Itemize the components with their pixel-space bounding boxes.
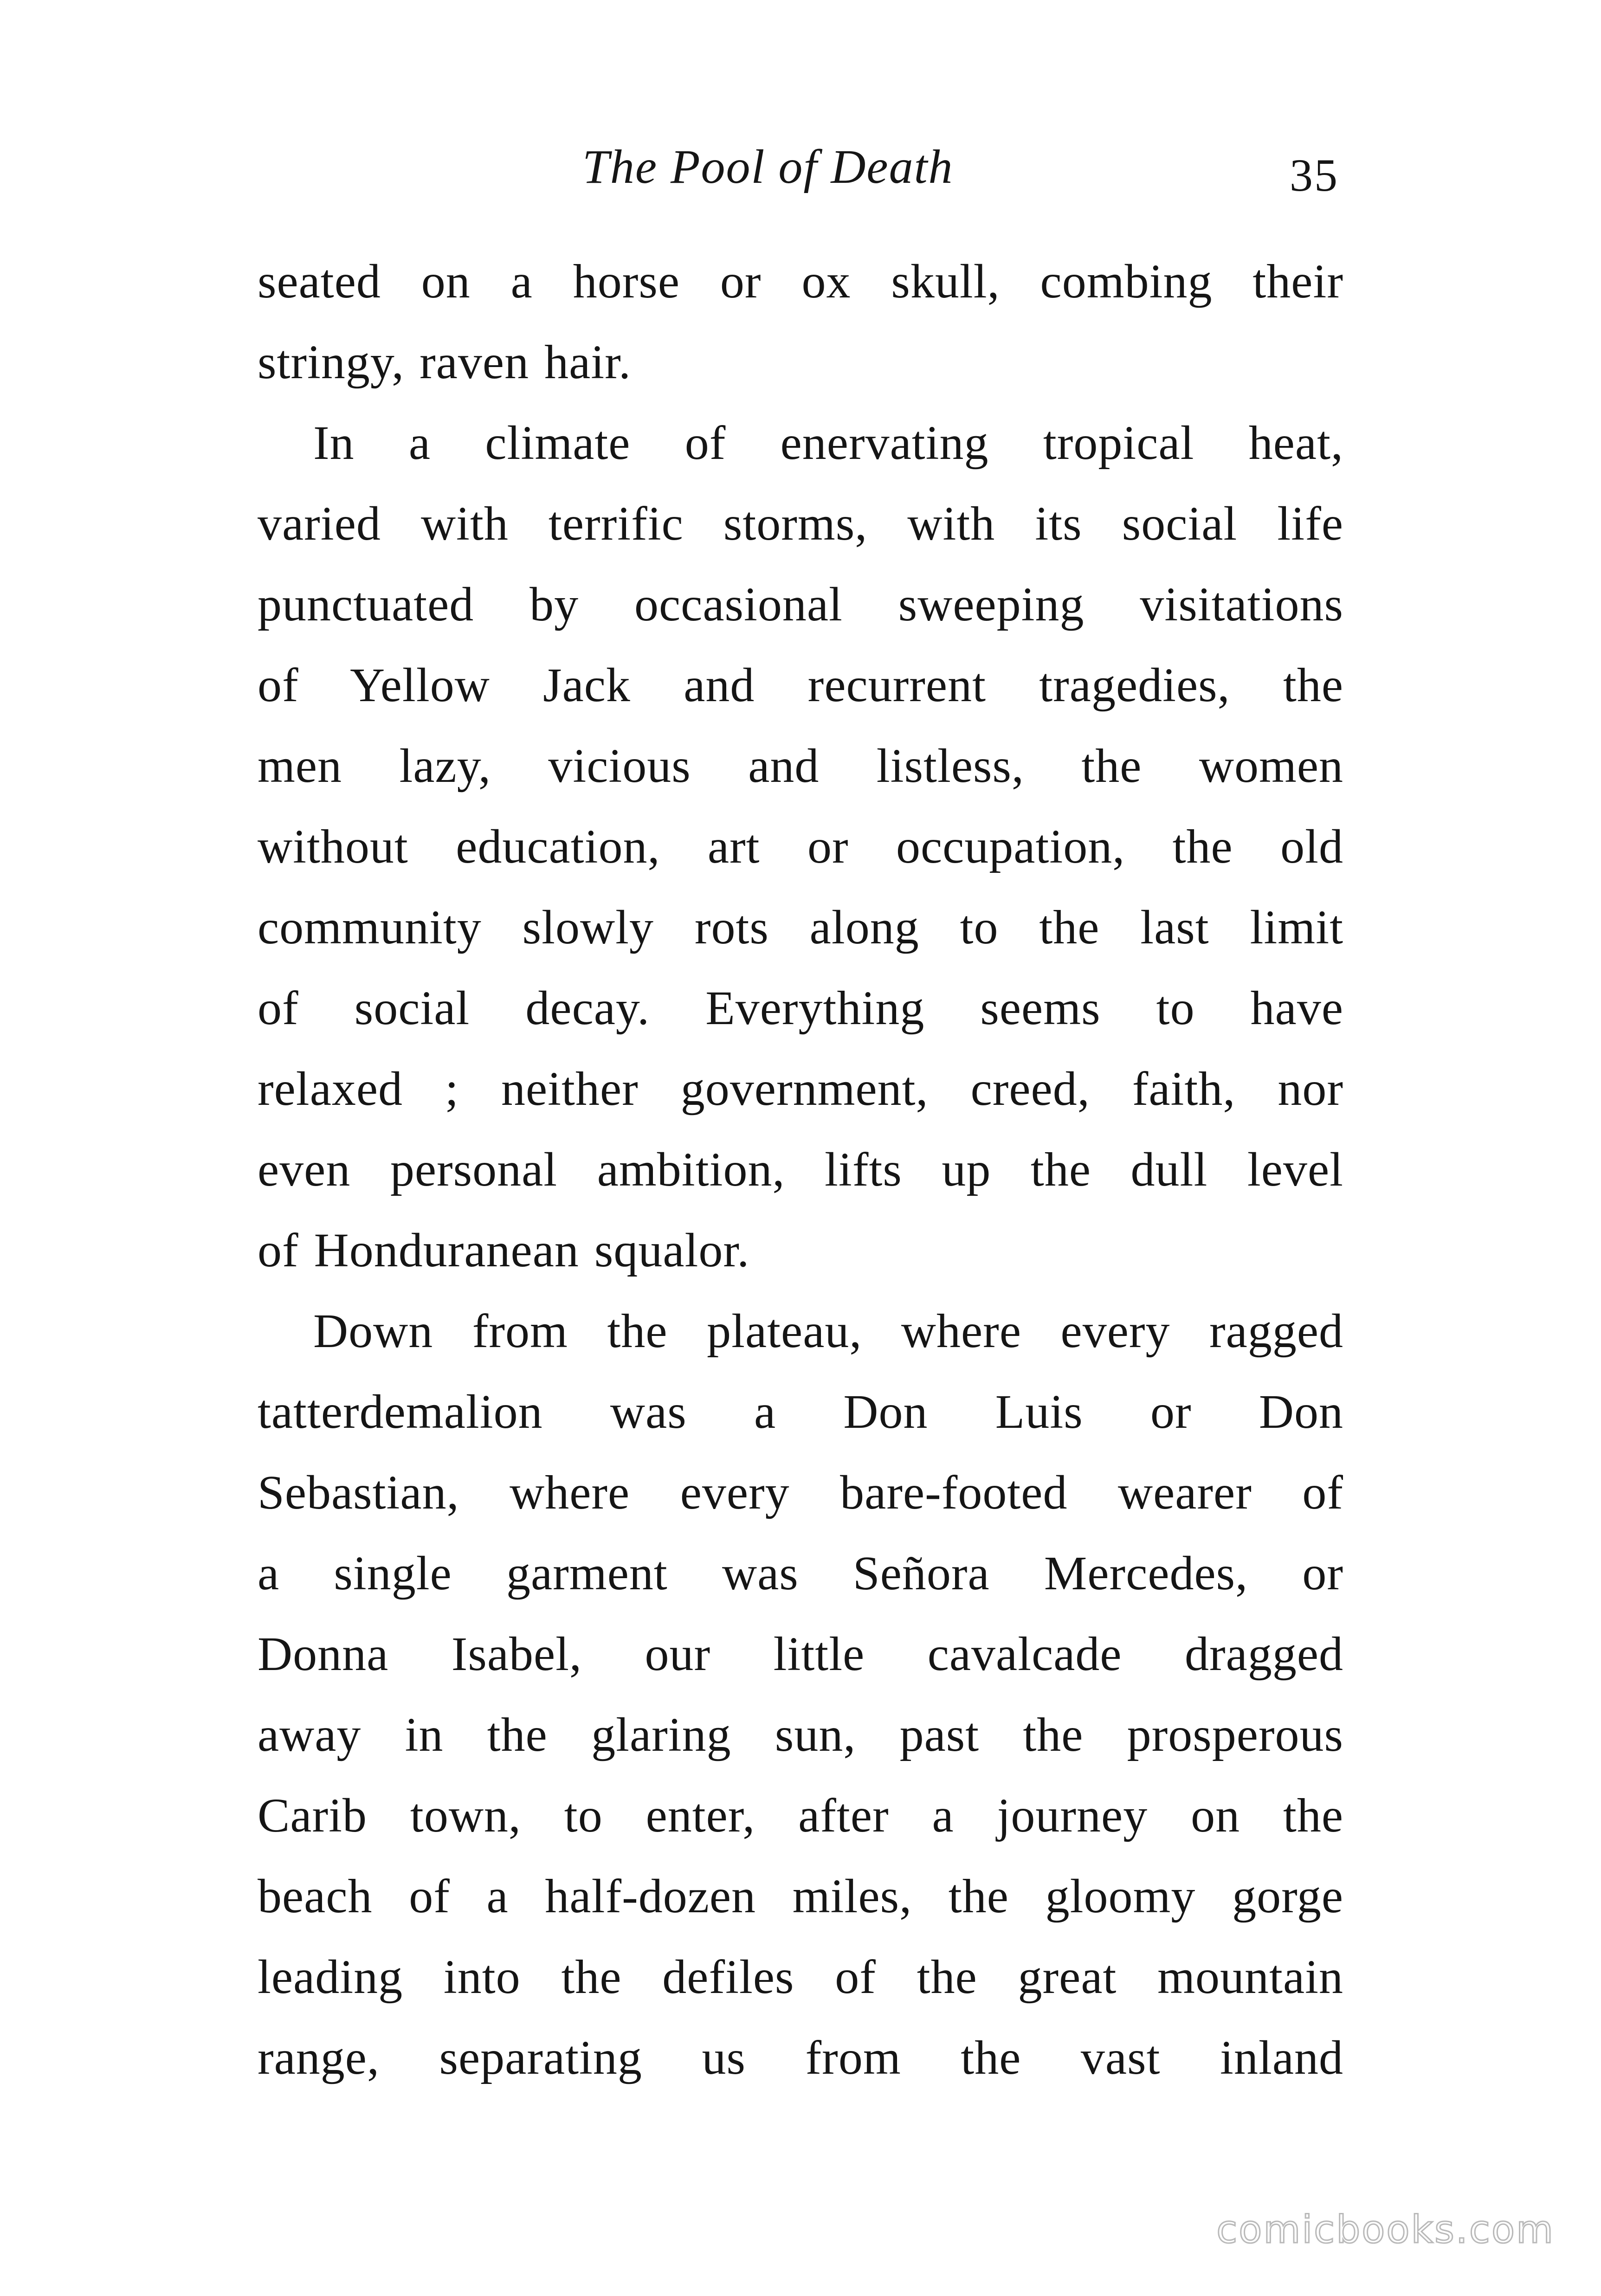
text-line: Carib town, to enter, after a journey on the [258, 1789, 1343, 1842]
paragraph-1 [258, 241, 1343, 403]
text-line: of social decay. Everything seems to have [258, 981, 1343, 1035]
text-line: range, separating us from the vast inland [258, 2031, 1343, 2084]
paragraph-3 [258, 1291, 1343, 2098]
text-line: tatterdemalion was a Don Luis or Don [258, 1385, 1343, 1438]
site-watermark: comicbooks.com [1216, 2208, 1555, 2252]
text-line: seated on a horse or ox skull, combing their [258, 255, 1343, 308]
text-line: Down from the plateau, where every ragged [313, 1304, 1343, 1358]
text-line: men lazy, vicious and listless, the women [258, 739, 1343, 793]
page-header [582, 135, 1339, 209]
text-line: In a climate of enervating tropical heat, [313, 416, 1343, 470]
running-title: The Pool of Death [582, 140, 954, 193]
text-line: punctuated by occasional sweeping visitations [258, 578, 1343, 631]
text-line: even personal ambition, lifts up the dull level [258, 1143, 1343, 1196]
text-line: of Yellow Jack and recurrent tragedies, the [258, 658, 1343, 712]
text-line: beach of a half-dozen miles, the gloomy gorge [258, 1870, 1343, 1923]
text-line: relaxed ; neither government, creed, faith, nor [258, 1062, 1343, 1116]
text-line: of Honduranean squalor. [258, 1224, 750, 1277]
paragraph-2 [258, 403, 1343, 1291]
text-line: away in the glaring sun, past the prosperous [258, 1708, 1343, 1761]
page-number: 35 [1290, 149, 1339, 201]
text-line: a single garment was Señora Mercedes, or [258, 1547, 1343, 1600]
text-line: community slowly rots along to the last limit [258, 901, 1343, 954]
text-line: without education, art or occupation, the old [258, 820, 1343, 873]
text-line: Sebastian, where every bare-footed wearer of [258, 1466, 1343, 1519]
text-line: varied with terrific storms, with its social life [258, 497, 1343, 550]
text-line: Donna Isabel, our little cavalcade dragged [258, 1627, 1343, 1681]
text-line: leading into the defiles of the great mountain [258, 1950, 1343, 2004]
body-text [258, 241, 1343, 2098]
text-line: stringy, raven hair. [258, 335, 632, 389]
